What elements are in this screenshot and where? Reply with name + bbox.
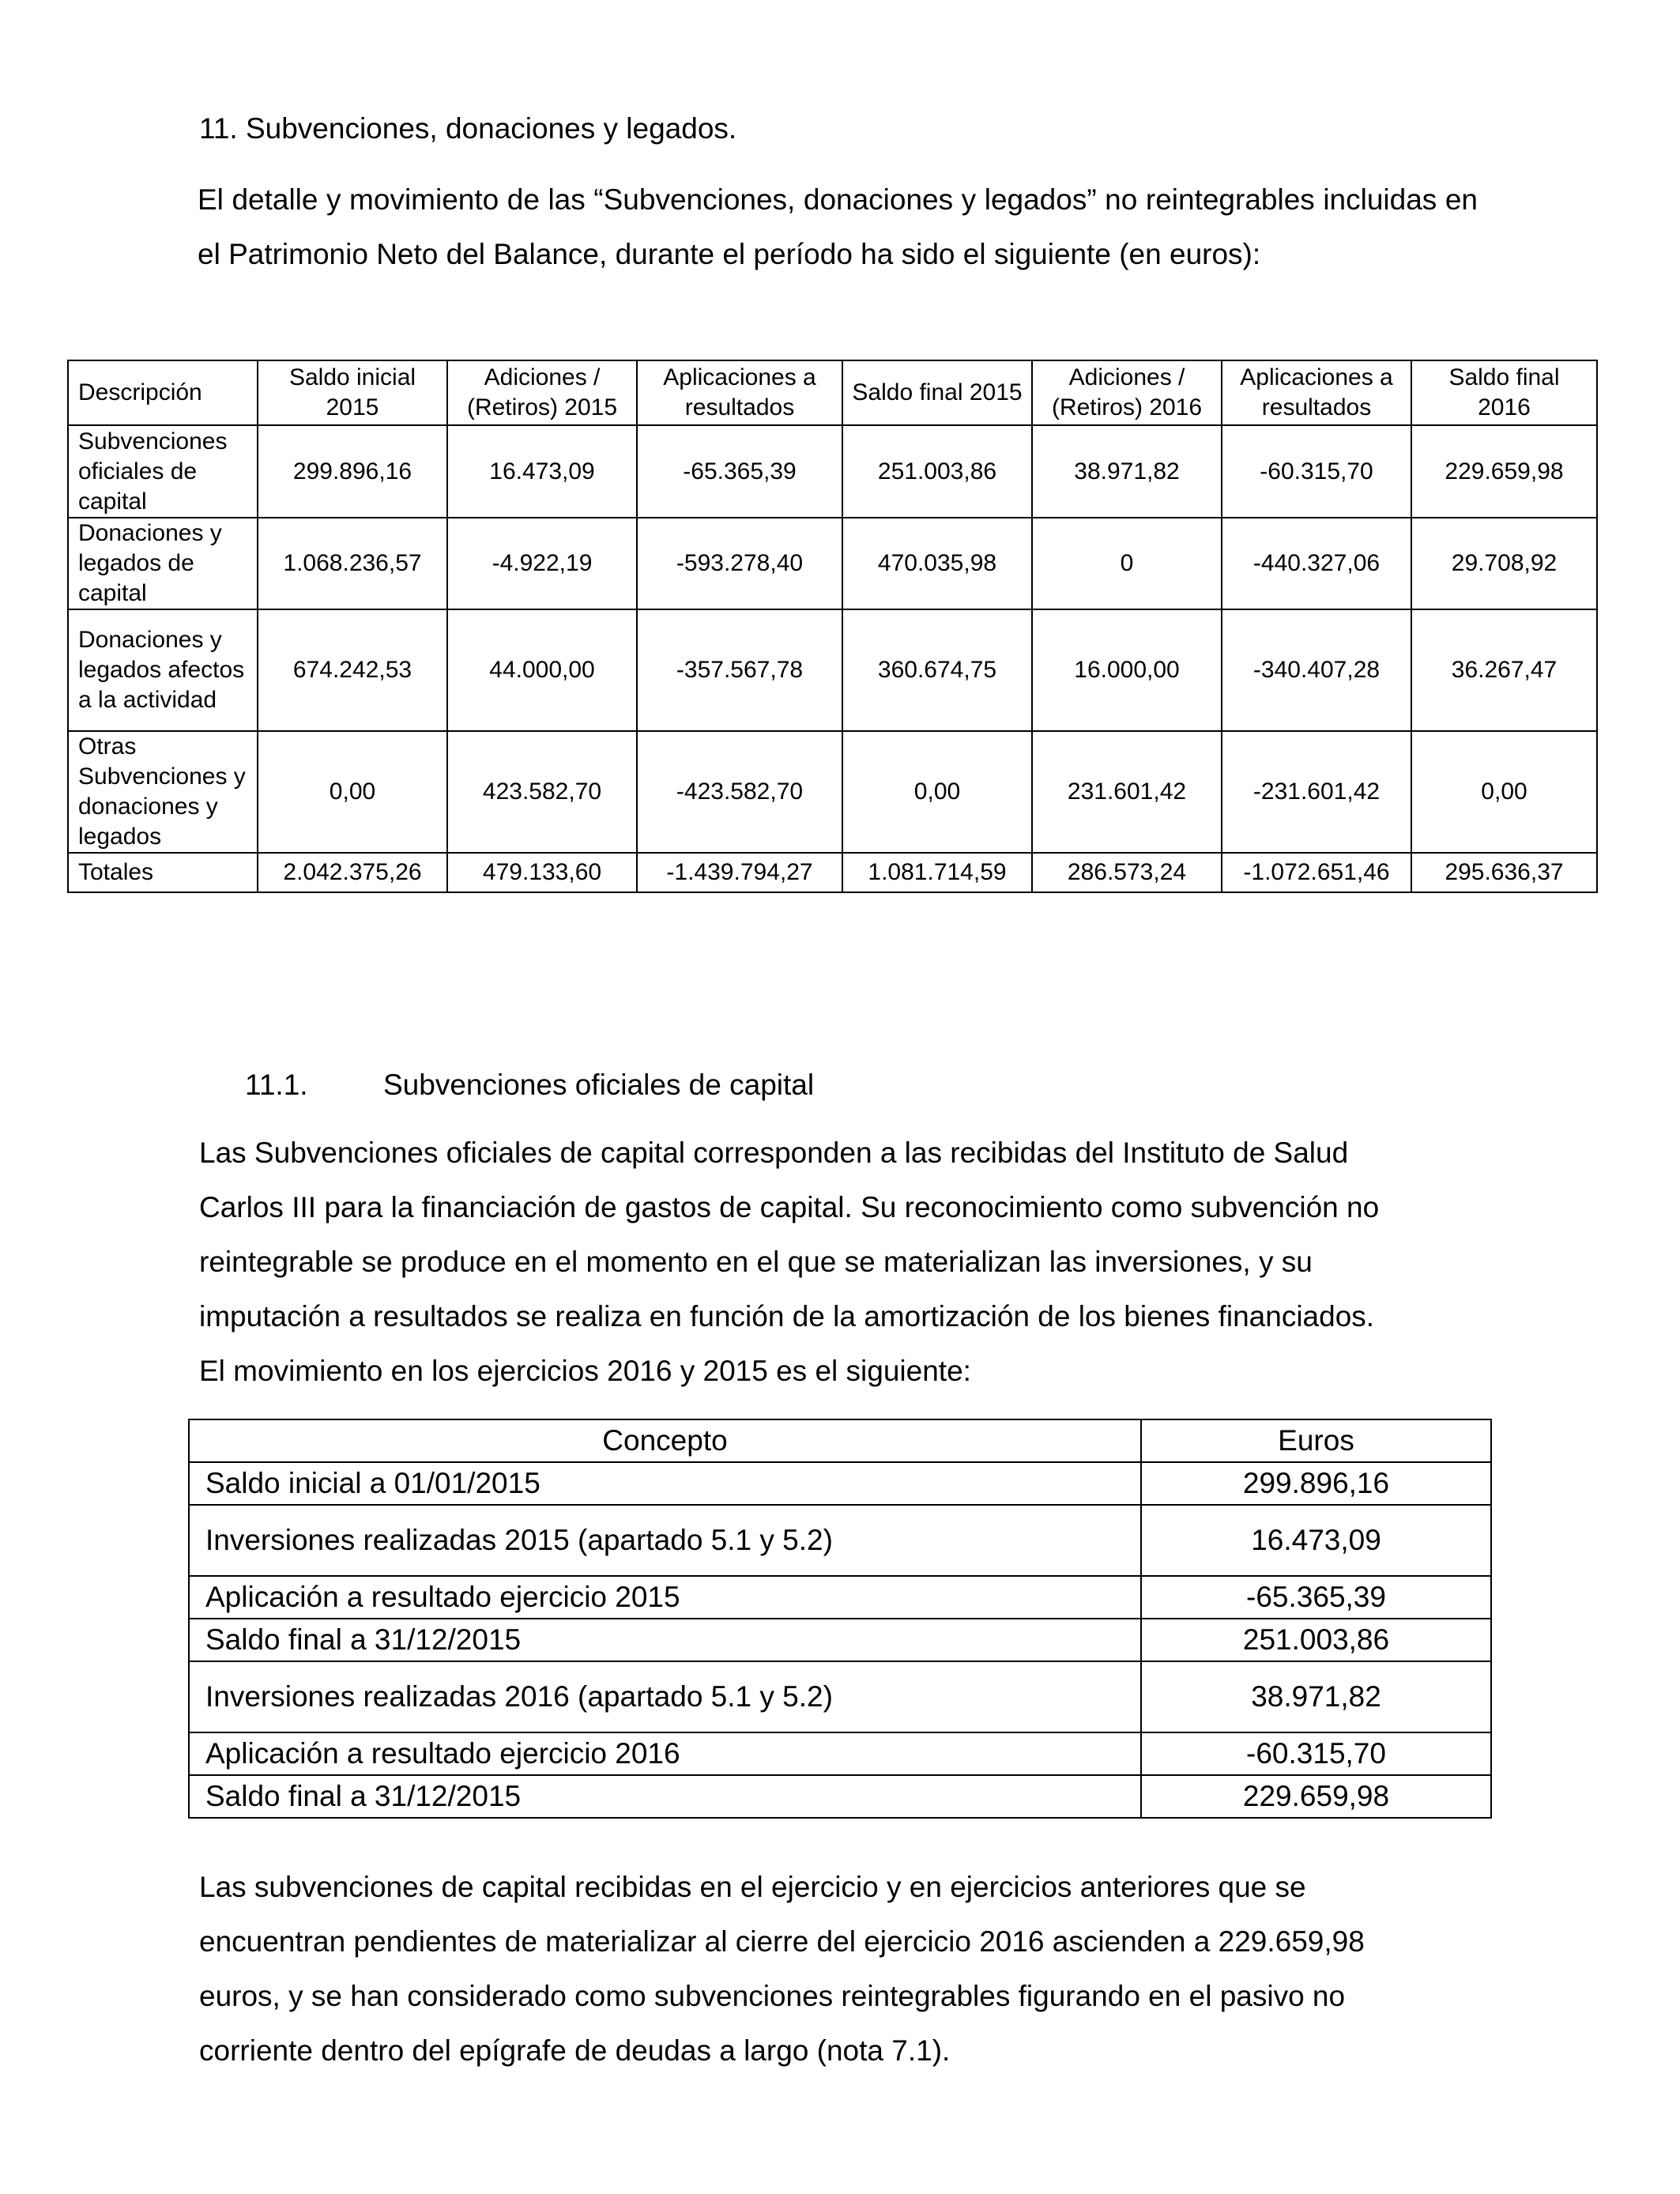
- table-cell: -340.407,28: [1222, 609, 1411, 731]
- subsection-number: 11.1.: [245, 1069, 308, 1101]
- table-cell: -1.072.651,46: [1222, 853, 1411, 892]
- table-cell: 251.003,86: [842, 425, 1032, 518]
- section-title: 11. Subvenciones, donaciones y legados.: [199, 112, 737, 145]
- subsection-title: Subvenciones oficiales de capital: [383, 1069, 815, 1101]
- table-cell: 674.242,53: [258, 609, 447, 731]
- row-label: Totales: [68, 853, 258, 892]
- header-cell: Descripción: [68, 360, 258, 425]
- header-cell: Aplicaciones a resultados: [1222, 360, 1411, 425]
- table-cell: 295.636,37: [1411, 853, 1597, 892]
- table-cell: -4.922,19: [447, 518, 637, 609]
- closing-paragraph: [199, 1860, 1479, 2078]
- row-label: Otras Subvenciones y donaciones y legados: [68, 731, 258, 853]
- table-cell: 2.042.375,26: [258, 853, 447, 892]
- table-cell: 286.573,24: [1032, 853, 1222, 892]
- paragraph-line: Las subvenciones de capital recibidas en el ejercicio y en ejercicios anteriores que se: [199, 1871, 1306, 1903]
- capital-subsidies-table: [188, 1419, 1492, 1819]
- table-cell: -593.278,40: [637, 518, 842, 609]
- header-cell: Adiciones / (Retiros) 2016: [1032, 360, 1222, 425]
- table-cell: -357.567,78: [637, 609, 842, 731]
- table-row: [189, 1619, 1491, 1661]
- table-cell: -60.315,70: [1222, 425, 1411, 518]
- table-cell: Saldo inicial a 01/01/2015: [189, 1462, 1141, 1505]
- table-cell: 470.035,98: [842, 518, 1032, 609]
- header-cell: Saldo final 2016: [1411, 360, 1597, 425]
- table-cell: 0,00: [258, 731, 447, 853]
- table-cell: 360.674,75: [842, 609, 1032, 731]
- paragraph-line: reintegrable se produce en el momento en el que se materializan las inversiones, y su: [199, 1246, 1313, 1278]
- header-cell: Adiciones / (Retiros) 2015: [447, 360, 637, 425]
- header-cell: Saldo inicial 2015: [258, 360, 447, 425]
- paragraph-line: Carlos III para la financiación de gastos de capital. Su reconocimiento como subvención no: [199, 1191, 1380, 1223]
- table-row: [189, 1732, 1491, 1775]
- table-cell: Saldo final a 31/12/2015: [189, 1775, 1141, 1818]
- table-cell: 299.896,16: [258, 425, 447, 518]
- table-cell: -231.601,42: [1222, 731, 1411, 853]
- table-cell: 16.473,09: [447, 425, 637, 518]
- table-row: [189, 1661, 1491, 1732]
- header-cell: Saldo final 2015: [842, 360, 1032, 425]
- table-cell: 299.896,16: [1141, 1462, 1491, 1505]
- table-cell: 1.068.236,57: [258, 518, 447, 609]
- table-cell: 1.081.714,59: [842, 853, 1032, 892]
- header-cell: Euros: [1141, 1419, 1491, 1462]
- table-cell: 16.000,00: [1032, 609, 1222, 731]
- paragraph-line: El movimiento en los ejercicios 2016 y 2015 es el siguiente:: [199, 1355, 971, 1387]
- table-row: [189, 1505, 1491, 1576]
- table-cell: -65.365,39: [637, 425, 842, 518]
- table-row: [68, 425, 1597, 518]
- header-cell: Concepto: [189, 1419, 1141, 1462]
- header-cell: Aplicaciones a resultados: [637, 360, 842, 425]
- table-cell: 479.133,60: [447, 853, 637, 892]
- row-label: Donaciones y legados de capital: [68, 518, 258, 609]
- table-cell: 229.659,98: [1411, 425, 1597, 518]
- table-cell: Aplicación a resultado ejercicio 2016: [189, 1732, 1141, 1775]
- table-cell: 0,00: [1411, 731, 1597, 853]
- table-row: [68, 518, 1597, 609]
- paragraph-line: imputación a resultados se realiza en función de la amortización de los bienes financiados.: [199, 1300, 1375, 1333]
- table-header-row: [189, 1419, 1491, 1462]
- row-label: Subvenciones oficiales de capital: [68, 425, 258, 518]
- table-row: [189, 1462, 1491, 1505]
- table-cell: 0,00: [842, 731, 1032, 853]
- table-row: [68, 731, 1597, 853]
- table-cell: 229.659,98: [1141, 1775, 1491, 1818]
- table-cell: Inversiones realizadas 2016 (apartado 5.1 y 5.2): [189, 1661, 1141, 1732]
- paragraph-line: corriente dentro del epígrafe de deudas a largo (nota 7.1).: [199, 2034, 951, 2067]
- subsidies-movement-table: [67, 360, 1598, 893]
- subsection-paragraph: [199, 1125, 1479, 1398]
- table-cell: 423.582,70: [447, 731, 637, 853]
- table-cell: -1.439.794,27: [637, 853, 842, 892]
- totals-row: [68, 853, 1597, 892]
- table-cell: Inversiones realizadas 2015 (apartado 5.1 y 5.2): [189, 1505, 1141, 1576]
- table-row: [189, 1576, 1491, 1619]
- table-cell: 36.267,47: [1411, 609, 1597, 731]
- table-cell: 231.601,42: [1032, 731, 1222, 853]
- table-cell: -440.327,06: [1222, 518, 1411, 609]
- table-cell: 0: [1032, 518, 1222, 609]
- paragraph-line: Las Subvenciones oficiales de capital corresponden a las recibidas del Instituto de Salud: [199, 1137, 1349, 1169]
- table-cell: 38.971,82: [1141, 1661, 1491, 1732]
- table-cell: -65.365,39: [1141, 1576, 1491, 1619]
- table-cell: 38.971,82: [1032, 425, 1222, 518]
- table-row: [68, 609, 1597, 731]
- paragraph-line: euros, y se han considerado como subvenciones reintegrables figurando en el pasivo no: [199, 1980, 1346, 2012]
- table-cell: -423.582,70: [637, 731, 842, 853]
- table-cell: -60.315,70: [1141, 1732, 1491, 1775]
- table-cell: 251.003,86: [1141, 1619, 1491, 1661]
- table-cell: 16.473,09: [1141, 1505, 1491, 1576]
- table-row: [189, 1775, 1491, 1818]
- row-label: Donaciones y legados afectos a la actividad: [68, 609, 258, 731]
- table-cell: 29.708,92: [1411, 518, 1597, 609]
- paragraph-line: encuentran pendientes de materializar al cierre del ejercicio 2016 ascienden a 229.659,98: [199, 1925, 1365, 1958]
- table-header-row: [68, 360, 1597, 425]
- table-cell: Aplicación a resultado ejercicio 2015: [189, 1576, 1141, 1619]
- intro-paragraph: El detalle y movimiento de las “Subvenciones, donaciones y legados” no reintegrables incluidas en el Patrimonio Neto del Balance, durante el período ha sido el siguiente (en euros):: [198, 183, 1478, 270]
- table-cell: Saldo final a 31/12/2015: [189, 1619, 1141, 1661]
- table-cell: 44.000,00: [447, 609, 637, 731]
